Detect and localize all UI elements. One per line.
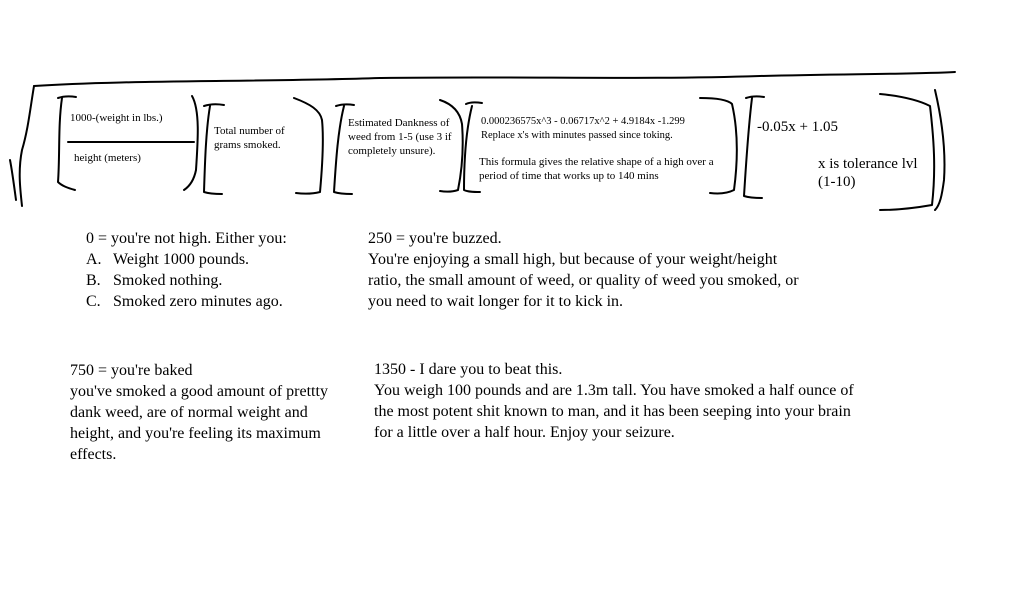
list-marker: A. [86, 251, 102, 268]
list-item [86, 249, 346, 270]
time-polynomial-note: Replace x's with minutes passed since toking. [481, 130, 673, 141]
result-750-heading: 750 = you're baked [70, 362, 193, 379]
list-text: Weight 1000 pounds. [113, 251, 250, 268]
result-250-body: You're enjoying a small high, but because of your weight/height ratio, the small amount of weed, or quality of weed you smoked, or you need to wait longer for it to kick in. [368, 251, 799, 310]
result-1350-heading: 1350 - I dare you to beat this. [374, 361, 563, 378]
result-750-body: you've smoked a good amount of prettty dank weed, are of normal weight and height, and you're feeling its maximum effects. [70, 383, 328, 463]
result-zero-heading: 0 = you're not high. Either you: [86, 230, 287, 247]
list-marker: C. [86, 293, 101, 310]
list-text: Smoked nothing. [113, 272, 223, 289]
dankness-term: Estimated Dankness of weed from 1-5 (use 3 if completely unsure). [348, 117, 452, 157]
list-item [86, 291, 346, 312]
tolerance-formula: -0.05x + 1.05 [757, 119, 838, 135]
list-marker: B. [86, 272, 101, 289]
list-item [86, 270, 346, 291]
tolerance-note: x is tolerance lvl (1-10) [818, 156, 918, 190]
grams-smoked-term: Total number of grams smoked. [214, 125, 285, 151]
result-250-heading: 250 = you're buzzed. [368, 230, 502, 247]
height-denominator: height (meters) [74, 152, 141, 164]
result-1350-body: You weigh 100 pounds and are 1.3m tall. You have smoked a half ounce of the most potent shit known to man, and it has been seeping into your brain for a little over a half hour. Enjoy your seizure. [374, 382, 854, 441]
list-text: Smoked zero minutes ago. [113, 293, 283, 310]
time-polynomial-description: This formula gives the relative shape of a high over a period of time that works up to 140 mins [479, 156, 714, 182]
weight-numerator: 1000-(weight in lbs.) [70, 112, 163, 124]
time-polynomial: 0.000236575x^3 - 0.06717x^2 + 4.9184x -1.299 [481, 116, 685, 127]
result-zero-list [86, 249, 346, 312]
